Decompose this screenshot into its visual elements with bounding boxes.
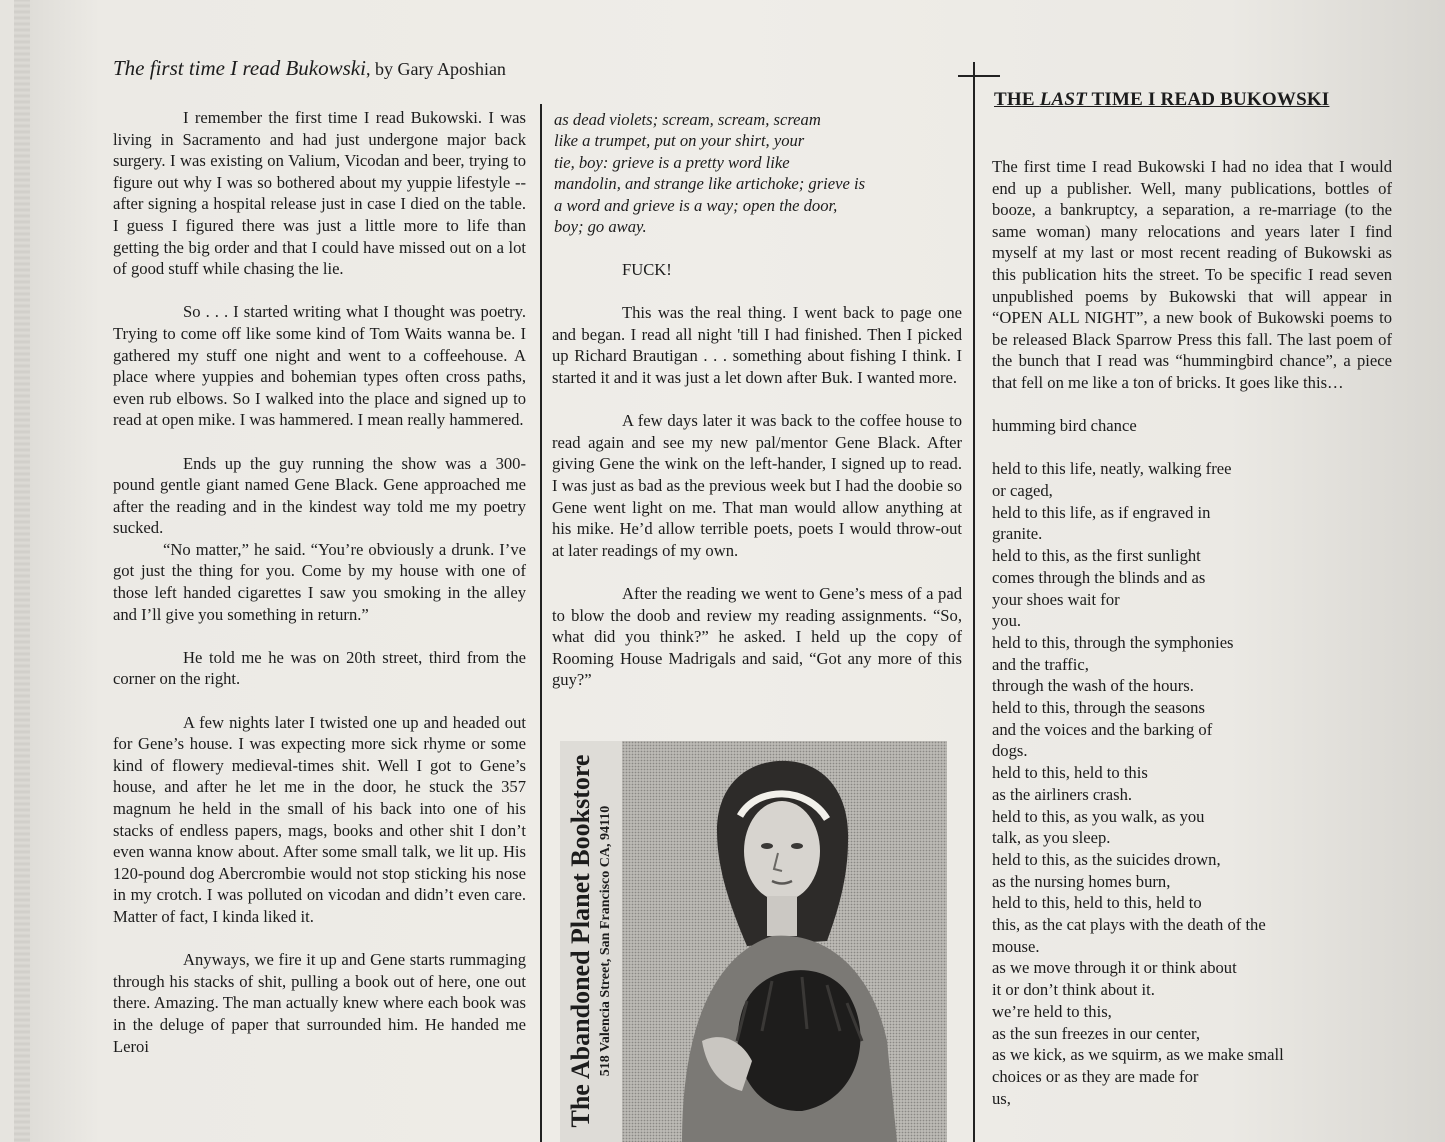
paragraph: “No matter,” he said. “You’re obviously a drunk. I’ve got just the thing for you. Come by my house with one of those left handed cigarettes I saw you smoking in the alley and I’ll give you something in return.”	[113, 539, 526, 624]
bookstore-advertisement	[560, 741, 947, 1142]
article-author: , by Gary Aposhian	[365, 59, 506, 79]
paragraph: He told me he was on 20th street, third from the corner on the right.	[113, 647, 526, 689]
ad-text-block	[560, 741, 620, 1142]
paragraph: So . . . I started writing what I thought was poetry. Trying to come off like some kind of Tom Waits wanna be. I gathered my stuff one night and went to a coffeehouse. A place where yuppies and bohemian types often cross paths, even rub elbows. So I walked into the place and signed up to read at open mike. I was hammered. I mean really hammered.	[113, 302, 526, 430]
portrait-illustration	[622, 741, 947, 1142]
paragraph: I remember the first time I read Bukowski. I was living in Sacramento and had just undergone major back surgery. I was existing on Valium, Vicodan and beer, trying to figure out why I was so bothered about my yuppie lifestyle -- after signing a hospital release just in case I died on the table. I guess I figured there was just a little more to life than getting the big order and that I could have missed out on a lot of good stuff while chasing the lie.	[113, 108, 526, 279]
poem-text: held to this life, neatly, walking free or caged, held to this life, as if engraved in granite. held to this, as the first sunlight comes through the blinds and as your shoes wait for you. held to this, through the symphonies and the traffic, through the wash of the hours. held to this, through the seasons and the voices and the barking of dogs. held to this, held to this as the airliners crash. held to this, as you walk, as you talk, as you sleep. held to this, as the suicides drown, as the nursing homes burn, held to this, held to this, held to this, as the cat plays with the death of the mouse. as we move through it or think about it or don’t think about it. we’re held to this, as the sun freezes in our center, as we kick, as we squirm, as we make small choices or as they are made for us,	[992, 459, 1284, 1108]
paragraph: Ends up the guy running the show was a 300-pound gentle giant named Gene Black. Gene approached me after the reading and in the kindest way told me my poetry sucked.	[113, 453, 526, 538]
ad-address: 518 Valencia Street, San Francisco CA, 94110	[598, 805, 613, 1077]
page-fold-edge	[14, 0, 30, 1142]
paragraph: Anyways, we fire it up and Gene starts rummaging through his stacks of shit, pulling a book out of here, one out there. Amazing. The man actually knew where each book was in the deluge of paper that surrounded him. He handed me Leroi	[113, 950, 526, 1056]
article-title: The first time I read Bukowski	[113, 56, 366, 80]
exclamation: FUCK!	[622, 260, 672, 280]
column-divider	[540, 104, 542, 1142]
sidebar-divider	[973, 62, 975, 1142]
sidebar-column	[992, 156, 1392, 1109]
sidebar-rule	[958, 75, 1000, 77]
paragraph: A few nights later I twisted one up and headed out for Gene’s house. I was expecting more sick rhyme or some kind of flowery medieval-times shit. Well I got to Gene’s house, and after he let me in the door, he stuck the 357 magnum he held in the small of his back into one of his stacks of endless papers, mags, books and other shit I don’t even wanna know about. After some small talk, we lit up. His 120-pound dog Abercrombie would not stop sticking his nose in my crotch. I was polluted on vicodan and didn’t even care. Matter of fact, I kinda liked it.	[113, 712, 526, 926]
article-byline	[113, 56, 506, 81]
paragraph: A few days later it was back to the coffee house to read again and see my new pal/mentor Gene Black. After giving Gene the wink on the left-hander, I signed up to read. I was just as bad as the previous week but I had the doobie so Gene went light on me. That man would allow anything at his mike. He’d allow terrible poets, poets I would throw-out at later readings of my own.	[552, 411, 962, 560]
poem-title: humming bird chance	[992, 416, 1137, 436]
poem-quote: as dead violets; scream, scream, scream like a trumpet, put on your shirt, your tie, boy: grieve is a pretty word like mandolin, and strange like artichoke; grieve is a word and grieve is a way; open the door, boy; go away.	[554, 110, 866, 237]
sidebar-intro: The first time I read Bukowski I had no idea that I would end up a publisher. Well, many publications, bottles of booze, a bankruptcy, a separation, a re-marriage (to the same woman) many relocations and years later I find myself at my last or most recent reading of Bukowski as this publication hits the street. To be specific I read seven unpublished poems by Bukowski that will appear in “OPEN ALL NIGHT”, a new book of Bukowski poems to be released Black Sparrow Press this fall. The last poem of the bunch that I read was “hummingbird chance”, a piece that fell on me like a ton of bricks. It goes like this…	[992, 157, 1392, 392]
ad-store-name: The Abandoned Planet Bookstore	[566, 754, 595, 1128]
article-column-2	[552, 109, 962, 713]
sidebar-headline: THE LAST TIME I READ BUKOWSKI	[994, 89, 1330, 110]
paragraph: After the reading we went to Gene’s mess of a pad to blow the doob and review my reading assignments. “So, what did you think?” he asked. I held up the copy of Rooming House Madrigals and said, “Got any more of this guy?”	[552, 583, 962, 690]
paragraph: This was the real thing. I went back to page one and began. I read all night 'till I had finished. Then I picked up Richard Brautigan . . . something about fishing I think. I started it and it was just a let down after Buk. I wanted more.	[552, 303, 962, 387]
article-column-1	[113, 107, 526, 1079]
